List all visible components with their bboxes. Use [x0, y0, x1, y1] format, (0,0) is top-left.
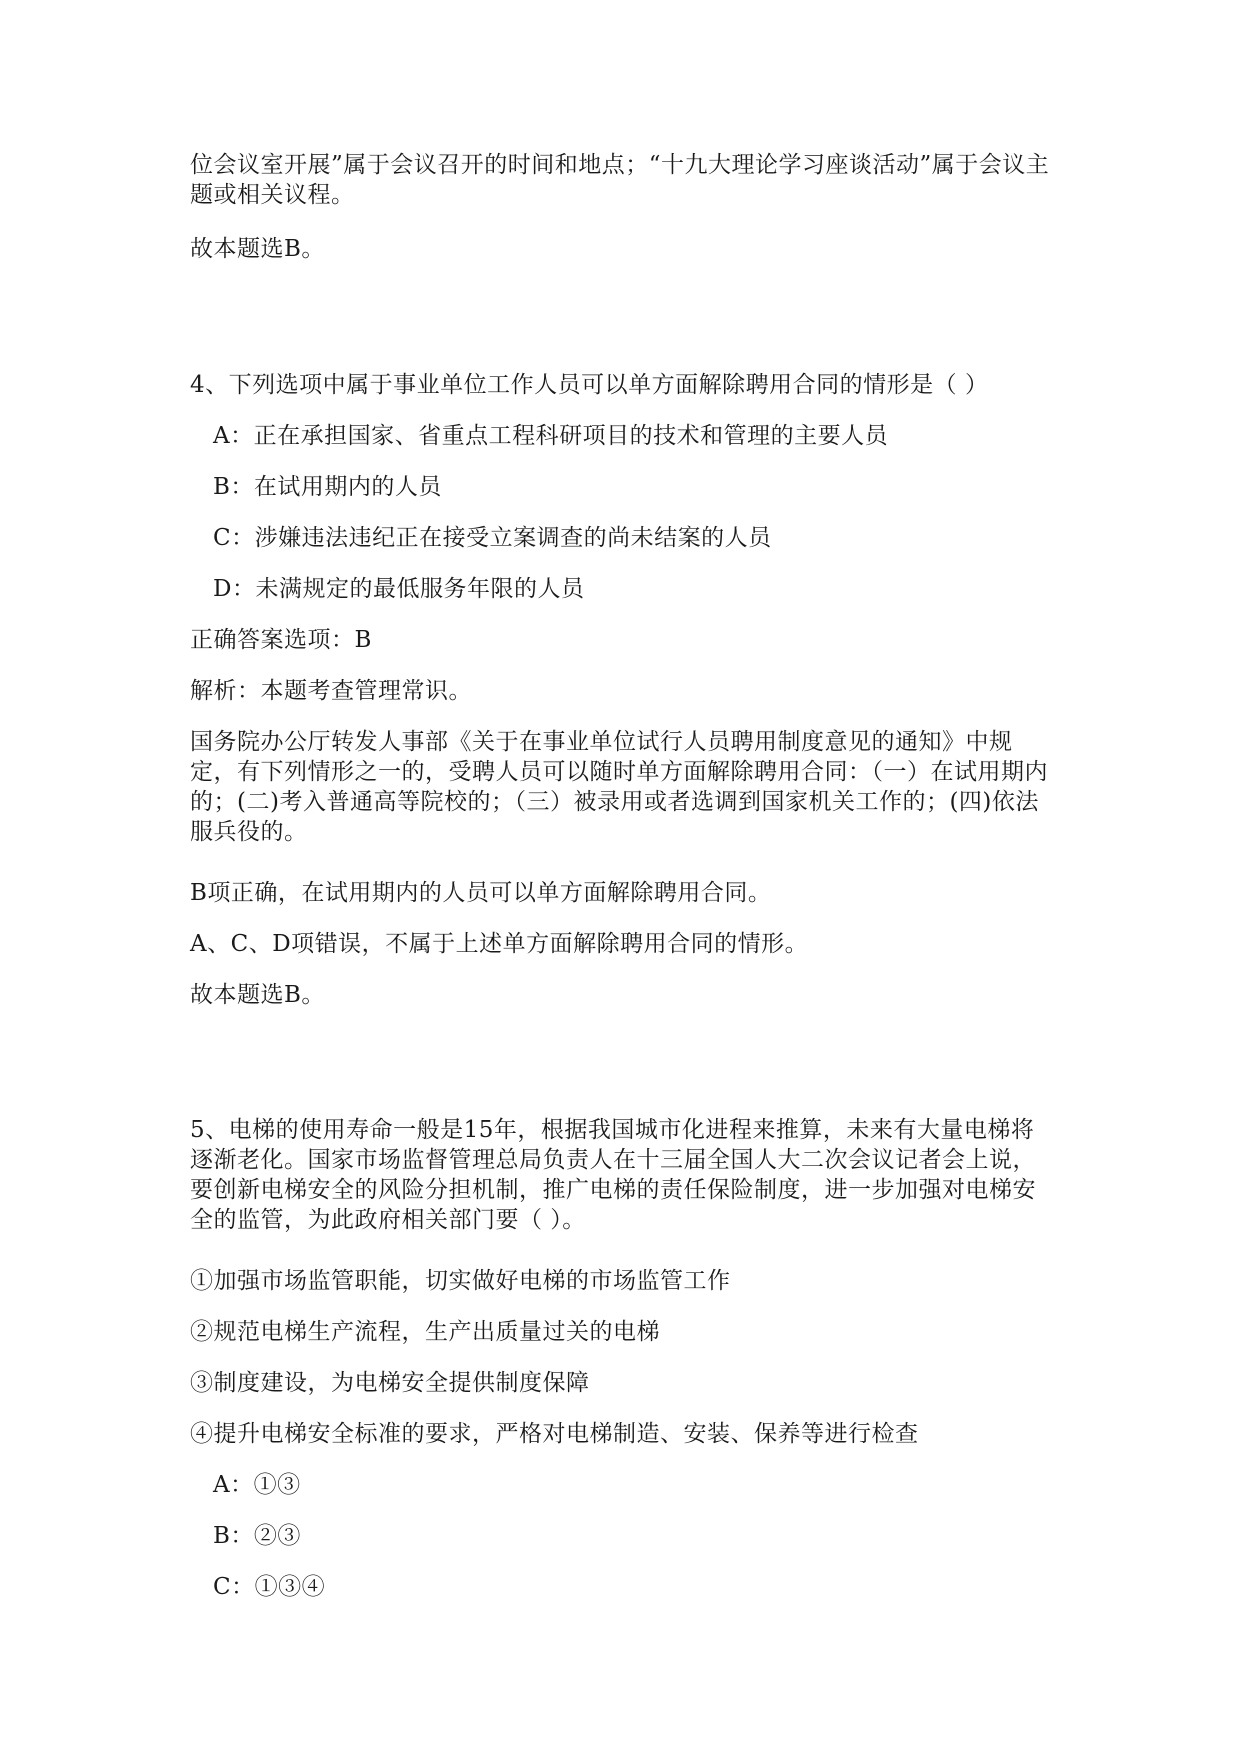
q4-analysis-acd: A、C、D项错误，不属于上述单方面解除聘用合同的情形。: [190, 931, 809, 957]
q4-answer: 正确答案选项：B: [190, 627, 372, 653]
q4-conclusion: 故本题选B。: [190, 982, 325, 1008]
q5-option-a: A：①③: [213, 1472, 301, 1498]
q4-option-d: D：未满规定的最低服务年限的人员: [213, 576, 585, 602]
q5-option-c: C：①③④: [213, 1574, 326, 1600]
prev-explanation-tail: 位会议室开展”属于会议召开的时间和地点；“十九大理论学习座谈活动”属于会议主题或相关议程。: [190, 152, 1050, 208]
q4-option-a: A：正在承担国家、省重点工程科研项目的技术和管理的主要人员: [213, 423, 889, 449]
q4-question: 4、下列选项中属于事业单位工作人员可以单方面解除聘用合同的情形是（ ）: [190, 372, 989, 398]
q4-analysis-intro: 解析：本题考查管理常识。: [190, 678, 472, 704]
prev-conclusion: 故本题选B。: [190, 236, 325, 262]
q4-analysis-b: B项正确，在试用期内的人员可以单方面解除聘用合同。: [190, 880, 772, 906]
q5-item-2: ②规范电梯生产流程，生产出质量过关的电梯: [190, 1319, 660, 1345]
q4-option-c: C：涉嫌违法违纪正在接受立案调查的尚未结案的人员: [213, 525, 772, 551]
q5-item-1: ①加强市场监管职能，切实做好电梯的市场监管工作: [190, 1268, 731, 1294]
q5-question: 5、电梯的使用寿命一般是15年，根据我国城市化进程来推算，未来有大量电梯将逐渐老化。国家市场监督管理总局负责人在十三届全国人大二次会议记者会上说，要创新电梯安全的风险分担机制，推广电梯的责任保险制度，进一步加强对电梯安全的监管，为此政府相关部门要（ ）。: [190, 1117, 1036, 1233]
q4-analysis-body: 国务院办公厅转发人事部《关于在事业单位试行人员聘用制度意见的通知》中规定，有下列情形之一的，受聘人员可以随时单方面解除聘用合同：（一）在试用期内的；(二)考入普通高等院校的；（三）被录用或者选调到国家机关工作的；(四)依法服兵役的。: [190, 729, 1048, 845]
q4-option-b: B：在试用期内的人员: [213, 474, 442, 500]
q5-option-b: B：②③: [213, 1523, 301, 1549]
q5-item-3: ③制度建设，为电梯安全提供制度保障: [190, 1370, 590, 1396]
q5-item-4: ④提升电梯安全标准的要求，严格对电梯制造、安装、保养等进行检查: [190, 1421, 919, 1447]
